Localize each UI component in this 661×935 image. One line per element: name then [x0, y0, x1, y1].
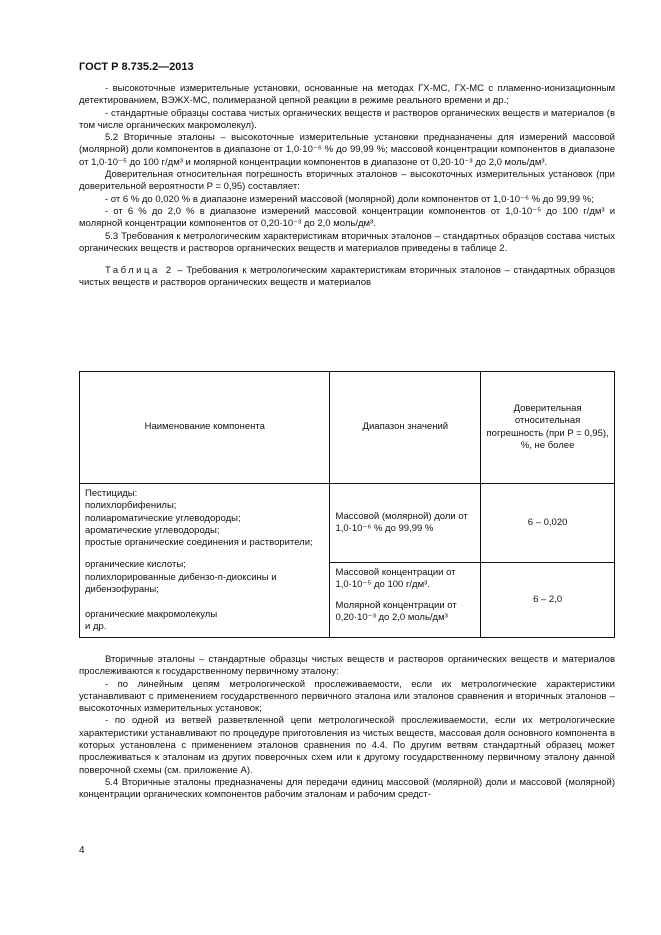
column-header: Доверительная относительная погрешность (при P = 0,95), %, не более	[481, 372, 615, 484]
range-cell	[330, 563, 481, 638]
requirements-table	[79, 371, 615, 638]
paragraph: - стандартные образцы состава чистых органических веществ и растворов органических веществ и материалов (в том числе органических макромолекул).	[79, 107, 615, 131]
component-cell	[80, 484, 330, 638]
paragraph: - по одной из ветвей разветвленной цепи метрологической прослеживаемости, если их метрологические характеристики устанавливают по процедуре приготовления из чистых веществ, массовая доля основного компонента в которых установлена с применением эталонов сравнения по 4.4. По другим ветвям стандартный образец может прослеживаться к эталонам из других поверочных схем или к другому государственному первичному эталону данной поверочной схемы (см. приложение А).	[79, 715, 615, 776]
table-row	[80, 484, 615, 563]
table-caption-label: Таблица 2	[105, 265, 174, 277]
range-cell: Массовой (молярной) доли от 1,0·10⁻⁶ % до 99,99 %	[330, 484, 481, 563]
paragraph: Вторичные эталоны – стандартные образцы чистых веществ и растворов органических веществ и материалов прослеживаются к государственному первичному эталону:	[79, 654, 615, 678]
component-group: Пестициды: полихлорбифенилы; полиароматические углеводороды; ароматические углеводороды; простые органические соединения и растворители;	[85, 488, 313, 549]
column-header: Наименование компонента	[80, 372, 330, 484]
error-cell: 6 – 2,0	[481, 563, 615, 638]
page-number: 4	[79, 845, 85, 856]
paragraph: - по линейным цепям метрологической прослеживаемости, если их метрологические характеристики устанавливают с применением государственного первичного эталона или эталонов сравнения и вторичных эталонов – высокоточных измерительных установок;	[79, 678, 615, 715]
top-text-block	[79, 83, 615, 290]
table-caption	[79, 265, 615, 290]
paragraph: - от 6 % до 2,0 % в диапазоне измерений массовой концентрации компонентов от 1,0·10⁻⁵ до 100 г/дм³ и молярной концентрации компонентов от 0,20·10⁻³ до 2,0 моль/дм³.	[79, 205, 615, 230]
paragraph: 5.3 Требования к метрологическим характеристикам вторичных эталонов – стандартных образцов состава чистых органических веществ и растворов органических веществ и материалов приведены в таблице 2.	[79, 230, 615, 254]
error-cell: 6 – 0,020	[481, 484, 615, 563]
paragraph: 5.4 Вторичные эталоны предназначены для передачи единиц массовой (молярной) доли и массовой (молярной) концентрации органических компонентов рабочим эталонам и рабочим средст-	[79, 776, 615, 801]
paragraph: Доверительная относительная погрешность вторичных эталонов – высокоточных измерительных установок (при доверительной вероятности P = 0,95) составляет:	[79, 169, 615, 193]
table-header-row	[80, 372, 615, 484]
range-text: Массовой концентрации от 1,0·10⁻⁵ до 100 г/дм³.	[335, 567, 456, 591]
document-header: ГОСТ Р 8.735.2—2013	[79, 61, 194, 73]
paragraph: - высокоточные измерительные установки, основанные на методах ГХ-МС, ГХ-МС с пламенно-ионизационным детектированием, ВЭЖХ-МС, полимеразной цепной реакции в режиме реального времени и др.;	[79, 83, 615, 107]
paragraph: 5.2 Вторичные эталоны – высокоточные измерительные установки предназначены для измерений массовой (молярной) доли компонентов в диапазоне от 1,0·10⁻⁶ % до 99,99 %; массовой концентрации компонентов в диапазоне от 1,0·10⁻⁵ до 100 г/дм³ и молярной концентрации компонентов в диапазоне от 0,20·10⁻³ до 2,0 моль/дм³.	[79, 132, 615, 168]
table-caption-text: – Требования к метрологическим характеристикам вторичных эталонов – стандартных образцов чистых веществ и растворов органических веществ и материалов	[79, 265, 616, 289]
range-text: Молярной концентрации от 0,20·10⁻³ до 2,0 моль/дм³	[335, 599, 457, 623]
paragraph: - от 6 % до 0,020 % в диапазоне измерений массовой (молярной) доли компонентов от 1,0·10⁻⁶ % до 99,99 %;	[105, 193, 594, 205]
bottom-text-block	[79, 654, 615, 802]
component-group: органические кислоты; полихлорированные дибензо-п-диоксины и дибензофураны; органические макромолекулы и др.	[85, 559, 277, 632]
column-header: Диапазон значений	[330, 372, 481, 484]
